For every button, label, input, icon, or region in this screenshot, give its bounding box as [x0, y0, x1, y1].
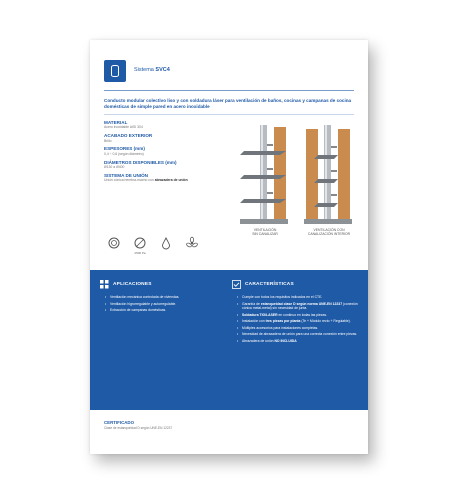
list-item: • Ventilación higrorregulable y autorregulable.: [106, 302, 220, 306]
ring-slash-icon: 2500 Pa: [130, 236, 150, 255]
spec-joint-system: [104, 173, 224, 183]
spec-value: 0,4 ÷ 0,6 (según diámetro): [104, 151, 144, 156]
diagram-caption: VENTILACIÓN SIN CANALIZAR: [252, 228, 278, 237]
list-item: • Múltiples accesorios para instalaciones completas.: [238, 326, 360, 330]
spec-title: SISTEMA DE UNIÓN: [104, 172, 148, 178]
list-item: • Garantía de estanqueidad clase D según norma UNE-EN 12237 (conexión cónica metal-metal) sin necesidad de junta.: [238, 302, 360, 311]
spec-list: [104, 120, 224, 186]
list-item: • Abrazadera de unión NO INCLUIDA: [238, 339, 360, 343]
features-section: [232, 280, 360, 346]
spec-title: ESPESORES (mm): [104, 146, 145, 152]
certified-title: CERTIFICADO: [104, 420, 135, 425]
spec-value: Ø130 a Ø400: [104, 165, 125, 170]
spec-title: MATERIAL: [104, 120, 128, 125]
spec-value: Brillo: [104, 138, 112, 143]
info-band: [90, 270, 368, 410]
features-title: CARACTERÍSTICAS: [245, 282, 294, 287]
description-divider: [104, 114, 354, 115]
list-item: • Necesidad de abrazadera de unión para una correcta conexión entre piezas.: [238, 332, 360, 336]
applications-section: [100, 280, 220, 315]
spec-title: DIÁMETROS DISPONIBLES (mm): [104, 159, 177, 165]
list-item: • Ventilación mecánica controlada de viviendas.: [106, 295, 220, 299]
spec-material: [104, 120, 224, 130]
system-code: SVC4: [155, 67, 170, 73]
spec-value: Unión cónica hembra-macho con abrazadera de unión: [104, 178, 188, 183]
list-item: • Extracción de campanas domésticas.: [106, 308, 220, 312]
list-item: • Instalación con tres piezas por planta (Te + Módulo recto + Regulable).: [238, 319, 360, 323]
ring-icon: [104, 236, 124, 255]
checklist-icon: [232, 280, 241, 289]
system-prefix: Sistema: [134, 67, 154, 73]
fan-icon: [182, 236, 202, 255]
product-logo-icon: [104, 60, 126, 82]
grid-icon: [100, 280, 109, 289]
header-divider: [104, 90, 354, 91]
spec-value: Acero inoxidable AISI 304: [104, 125, 143, 130]
applications-title: APLICACIONES: [113, 282, 152, 287]
spec-thickness: [104, 146, 224, 156]
certified-section: [104, 420, 172, 430]
spec-finish: [104, 133, 224, 143]
diagram-caption: VENTILACIÓN CON CANALIZACIÓN INTERIOR: [307, 228, 351, 237]
datasheet-page: [90, 40, 368, 454]
drop-icon: [156, 236, 176, 255]
applications-list: [100, 295, 220, 313]
diagram-with-interior-channel: [304, 125, 354, 225]
diagram-without-channel: [240, 125, 290, 225]
product-description: Conducto modular colectivo liso y con soldadura láser para ventilación de baños, cocinas y campanas de cocina domésticas de simple pared en acero inoxidable: [104, 98, 352, 109]
spec-diameters: [104, 160, 224, 170]
system-title: [134, 67, 170, 73]
list-item: • Soldadura TIG/LASER en continuo en todas las piezas.: [238, 313, 360, 317]
spec-title: ACABADO EXTERIOR: [104, 133, 153, 139]
certified-value: Clase de estanqueidad D según UNE-EN 12237: [104, 426, 173, 430]
certification-icons: [104, 236, 202, 255]
list-item: • Cumple con todos los requisitos indicados en el CTE.: [238, 295, 360, 299]
features-list: [232, 295, 360, 343]
